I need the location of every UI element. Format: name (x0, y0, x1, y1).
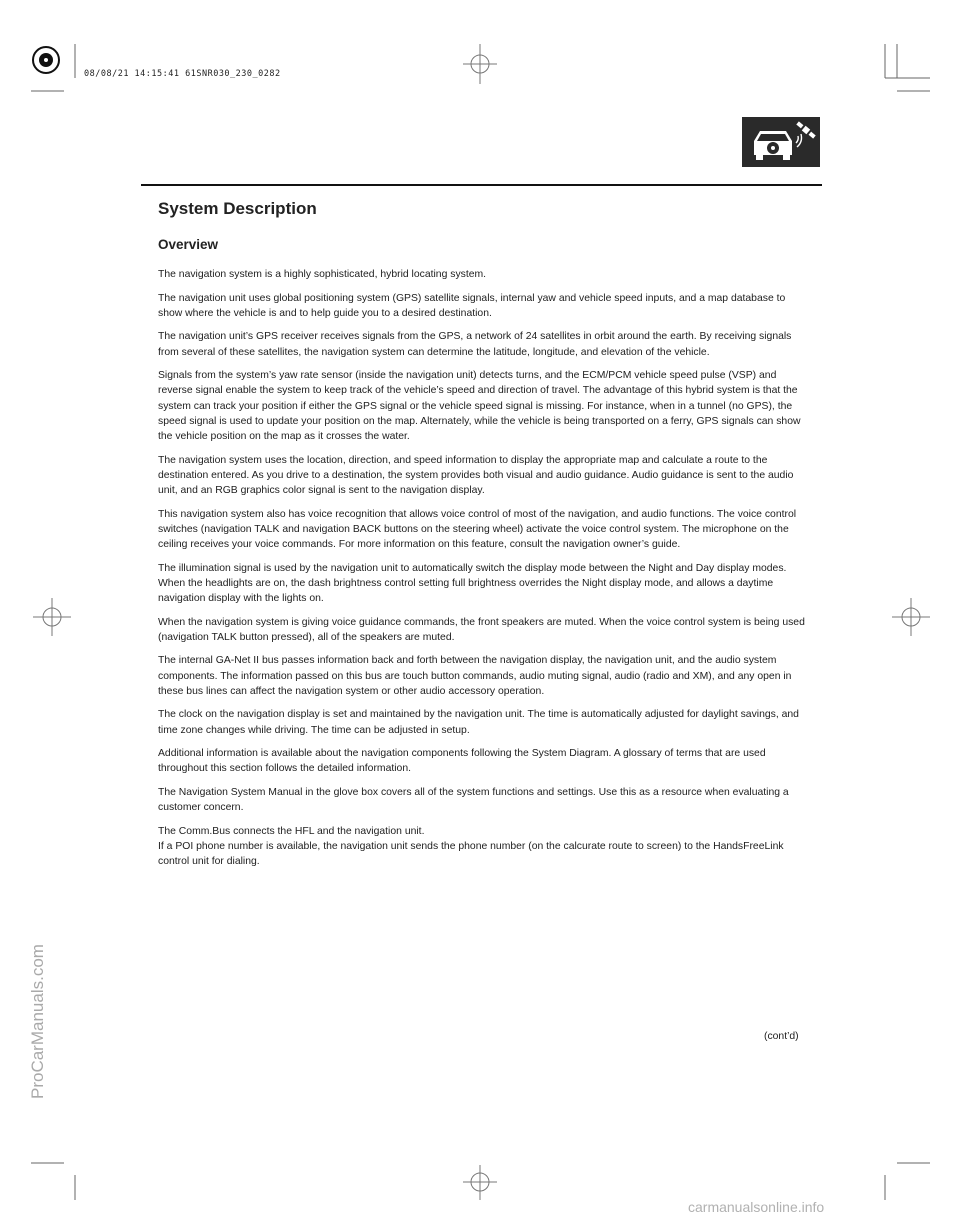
crosshair-icon (463, 44, 497, 84)
paragraph-comm-bus (158, 824, 810, 870)
overview-body (158, 267, 810, 878)
paragraph: This navigation system also has voice recognition that allows voice control of most of the navigation, and audio functions. The voice control switches (navigation TALK and navigation BACK buttons on the steering wheel) activate the voice control system. The microphone on the ceiling receives your voice commands. For more information on this feature, consult the navigation owner’s guide. (158, 508, 797, 550)
paragraph-line: The Comm.Bus connects the HFL and the navigation unit. (158, 825, 425, 837)
continued-label: (cont’d) (764, 1031, 799, 1042)
paragraph: The Navigation System Manual in the glove box covers all of the system functions and settings. Use this as a resource when evaluating a customer concern. (158, 786, 789, 814)
print-code: 08/08/21 14:15:41 61SNR030_230_0282 (84, 69, 281, 79)
registration-target-icon (33, 47, 59, 73)
paragraph: The clock on the navigation display is set and maintained by the navigation unit. The time is automatically adjusted for daylight savings, and time zone changes while driving. The time can be adjusted in setup. (158, 709, 799, 736)
paragraph: Additional information is available about the navigation components following the System Diagram. A glossary of terms that are used throughout this section follows the detailed information. (158, 748, 766, 775)
paragraph: The navigation unit’s GPS receiver receives signals from the GPS, a network of 24 satellites in orbit around the earth. By receiving signals from several of these satellites, the navigation system can determine the latitude, longitude, and elevation of the vehicle. (158, 331, 792, 358)
header-rule (141, 184, 822, 186)
crosshair-icon (463, 1165, 497, 1200)
crosshair-icon (33, 598, 71, 636)
crosshair-icon (892, 598, 930, 636)
paragraph: The navigation system uses the location, direction, and speed information to display the appropriate map and calculate a route to the destination entered. As you drive to a destination, the system provides both visual and audio guidance. Audio guidance is sent to the audio unit, and an RGB graphics color signal is sent to the navigation display. (158, 454, 794, 496)
watermark-left: ProCarManuals.com (28, 944, 47, 1099)
paragraph: The navigation system is a highly sophisticated, hybrid locating system. (158, 269, 487, 280)
page-title: System Description (158, 199, 317, 218)
paragraph: The navigation unit uses global positioning system (GPS) satellite signals, internal yaw and vehicle speed inputs, and a map database to show where the vehicle is and to help guide you to a desired destination. (158, 292, 786, 319)
paragraph: When the navigation system is giving voice guidance commands, the front speakers are muted. When the voice control system is being used (navigation TALK button pressed), all of the speakers are muted. (158, 616, 805, 643)
paragraph: The illumination signal is used by the navigation unit to automatically switch the display mode between the Night and Day display modes. When the headlights are on, the dash brightness control setting full brightness overrides the Night display mode, and allows a daytime navigation display with the lights on. (158, 562, 787, 604)
watermark-bottom: carmanualsonline.info (688, 1199, 825, 1215)
paragraph: Signals from the system’s yaw rate sensor (inside the navigation unit) detects turns, and the ECM/PCM vehicle speed pulse (VSP) and reverse signal enable the system to keep track of the vehicle’s speed and direction of travel. The advantage of this hybrid system is that the system can track your position if either the GPS signal or the vehicle speed signal is missing. For instance, when in a tunnel (no GPS), the speed signal is used to update your position on the map. Alternately, while the vehicle is being transported on a ferry, GPS signals can show the vehicle position on the map as it crosses the water. (158, 370, 801, 442)
navigation-car-satellite-icon (742, 117, 820, 167)
paragraph-line: If a POI phone number is available, the navigation unit sends the phone number (on the calcurate route to screen) to the HandsFreeLink control unit for dialing. (158, 840, 784, 868)
paragraph: The internal GA-Net II bus passes information back and forth between the navigation display, the navigation unit, and the audio system components. The information passed on this bus are touch button commands, audio muting signal, audio (radio and XM), and any open in these bus lines can affect the navigation system or other audio accessory operation. (158, 655, 792, 697)
section-heading-overview: Overview (158, 237, 219, 252)
